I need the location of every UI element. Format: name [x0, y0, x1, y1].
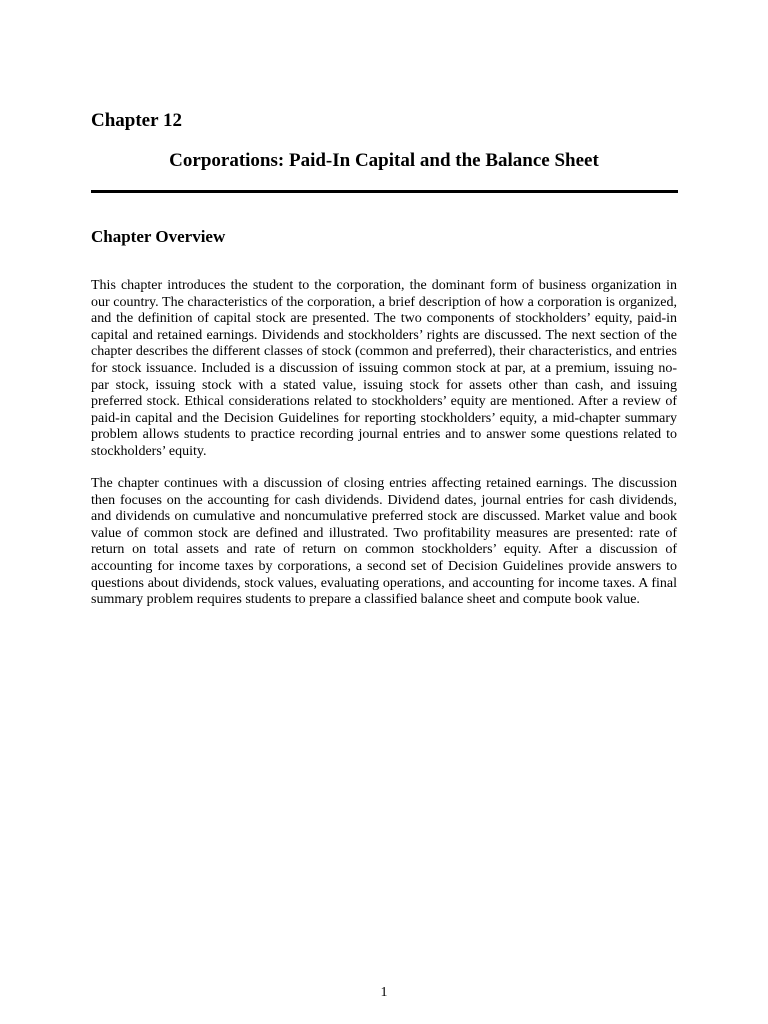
page-number: 1 — [380, 985, 388, 1000]
overview-paragraph-2: The chapter continues with a discussion of closing entries affecting retained earnings. The discussion then focuses on the accounting for cash dividends. Dividend dates, journal entries for cash dividends, and dividends on cumulative and noncumulative preferred stock are discussed. Market value and book value of common stock are defined and illustrated. Two profitability measures are presented: rate of return on total assets and rate of return on common stockholders’ equity. After a discussion of accounting for income taxes by corporations, a second set of Decision Guidelines provide answers to questions about dividends, stock values, evaluating operations, and accounting for income taxes. A final summary problem requires students to prepare a classified balance sheet and compute book value. — [91, 476, 677, 608]
chapter-title: Corporations: Paid-In Capital and the Balance Sheet — [169, 150, 599, 171]
overview-paragraph-1: This chapter introduces the student to the corporation, the dominant form of business organization in our country. The characteristics of the corporation, a brief description of how a corporation is organized, and the definition of capital stock are presented. The two components of stockholders’ equity, paid-in capital and retained earnings. Dividends and stockholders’ rights are discussed. The next section of the chapter describes the different classes of stock (common and preferred), their characteristics, and entries for stock issuance. Included is a discussion of issuing common stock at par, at a premium, issuing no-par stock, issuing stock with a stated value, issuing stock for assets other than cash, and issuing preferred stock. Ethical considerations related to stockholders’ equity are mentioned. After a review of paid-in capital and the Decision Guidelines for reporting stockholders’ equity, a mid-chapter summary problem allows students to practice recording journal entries and to answer some questions related to stockholders’ equity. — [91, 278, 677, 459]
title-divider — [91, 190, 678, 193]
chapter-label: Chapter 12 — [91, 110, 182, 131]
section-heading: Chapter Overview — [91, 227, 226, 246]
